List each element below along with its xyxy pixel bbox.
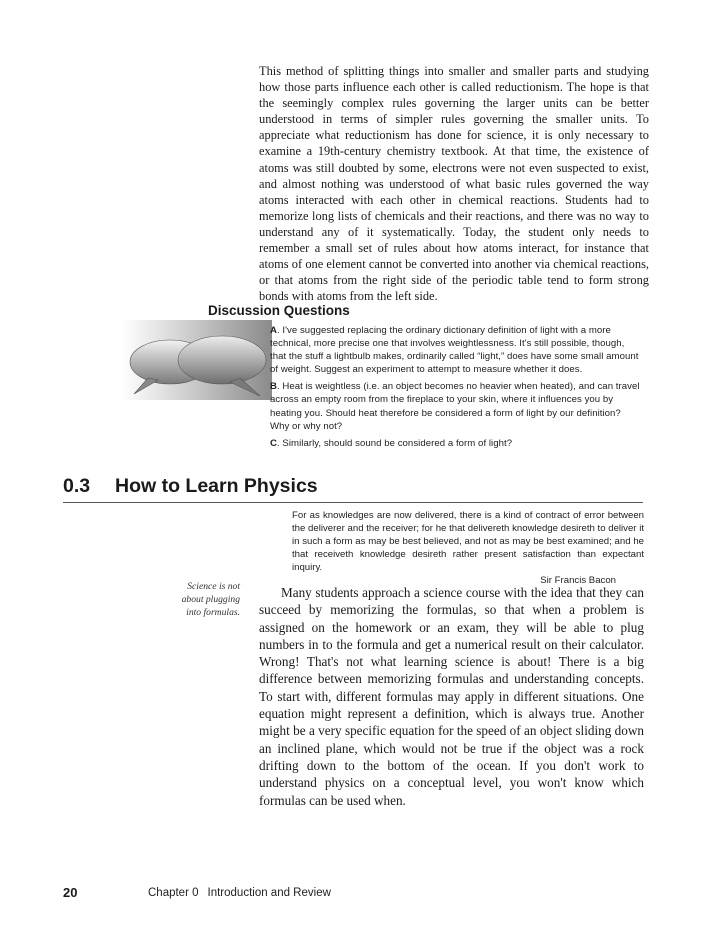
discussion-heading: Discussion Questions <box>208 303 350 318</box>
discussion-question-a <box>270 324 642 376</box>
epigraph-quote: For as knowledges are now delivered, there is a kind of contract of error between the deliverer and the receiver; for he that delivereth knowledge desireth to deliver it in such a form as may be best believed, and not as may be best examined; and he that receiveth knowledge desireth rather present satisfaction than expectant inquiry. <box>292 510 644 573</box>
epigraph <box>292 510 644 587</box>
section-title: How to Learn Physics <box>115 475 318 497</box>
question-text: . Heat is weightless (i.e. an object becomes no heavier when heated), and can travel across an empty room from the fireplace to your skin, where it influences you by heating you. Should heat therefore be considered a form of light by our definition? Why or why not? <box>270 381 640 432</box>
page-number: 20 <box>63 885 78 900</box>
footer-chapter: Chapter 0 <box>148 887 199 899</box>
discussion-questions <box>270 324 642 454</box>
speech-bubbles-illustration <box>122 320 272 400</box>
footer-chapter-title: Introduction and Review <box>207 887 331 899</box>
main-paragraph: Many students approach a science course with the idea that they can succeed by memorizing the formulas, so that when a problem is assigned on the homework or an exam, they will be able to plug numbers in to the formula and get a numerical result on their calculator. Wrong! That's not what learning science is about! There is a big difference between memorizing formulas and understanding concepts. To start with, different formulas may apply in different situations. One equation might represent a definition, which is always true. Another might be a very specific equation for the speed of an object sliding down an inclined plane, which would not be true if the object was a rock drifting down to the bottom of the ocean. If you don't work to understand physics on a conceptual level, you won't know which formulas can be used when. <box>259 585 644 808</box>
section-divider <box>63 502 643 503</box>
intro-paragraph: This method of splitting things into smaller and smaller parts and studying how those parts influence each other is called reductionism. The hope is that the seemingly complex rules governing the larger units can be better understood in terms of simpler rules governing the smaller units. To appreciate what reductionism has done for science, it is only necessary to examine a 19th-century chemistry textbook. At that time, the existence of atoms was still doubted by some, electrons were not even suspected to exist, and almost nothing was understood of what basic rules governed the way atoms interacted with each other in chemical reactions. Students had to memorize long lists of chemicals and their reactions, and there was no way to understand any of it systematically. Today, the student only needs to remember a small set of rules about how atoms interact, for instance that atoms of one element cannot be converted into another via chemical reactions, or that atoms from the right side of the periodic table tend to form strong bonds with atoms from the left side. <box>259 64 649 304</box>
section-heading <box>63 475 643 498</box>
question-letter: A <box>270 325 277 336</box>
section-number: 0.3 <box>63 475 91 497</box>
epigraph-attribution: Sir Francis Bacon <box>540 574 616 586</box>
question-letter: B <box>270 381 277 393</box>
discussion-question-c <box>270 437 642 450</box>
question-letter: C <box>270 437 277 449</box>
running-footer <box>148 887 331 899</box>
margin-note: Science is not about plugging into formulas. <box>181 581 240 618</box>
question-text: . Similarly, should sound be considered a form of light? <box>276 437 513 449</box>
question-text: . I've suggested replacing the ordinary dictionary definition of light with a more technical, more precise one that involves weightlessness. It's still possible, though, that the stuff a lightbulb makes, ordinarily called “light,” does have some small amount of weight. Suggest an experiment to attempt to measure whether it does. <box>270 325 639 376</box>
main-paragraph-container <box>259 584 644 809</box>
discussion-question-b <box>270 380 642 432</box>
